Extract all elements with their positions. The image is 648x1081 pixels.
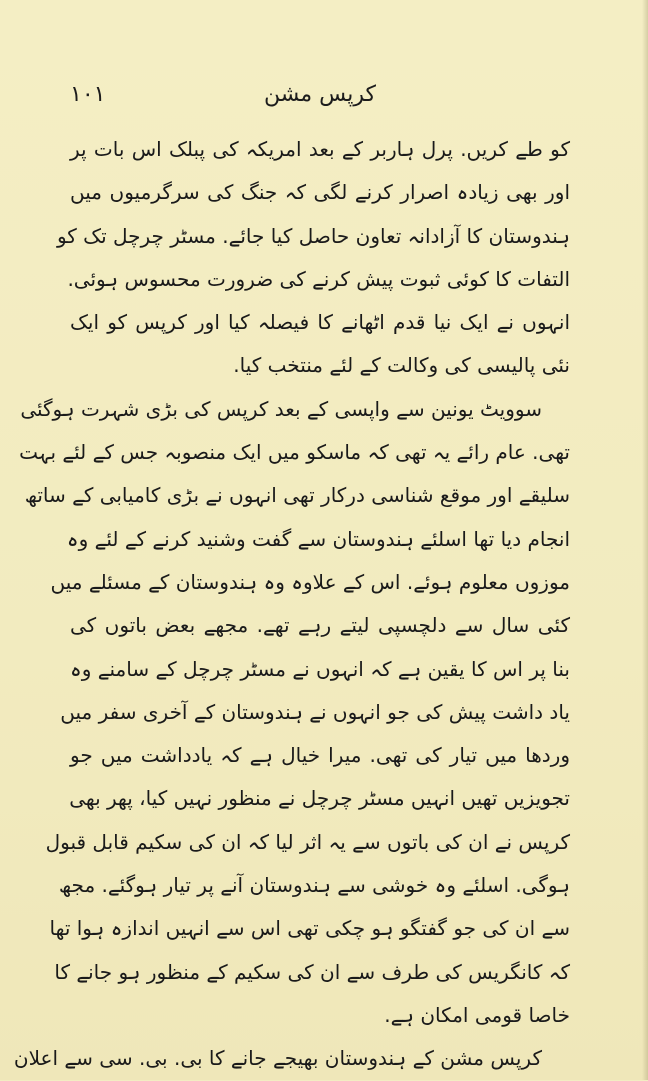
text-line: کو طے کریں. پرل ہاربر کے بعد امریکہ کی پبلک اس بات پر [70, 137, 570, 161]
text-line: اور بھی زیادہ اصرار کرنے لگی کہ جنگ کی سرگرمیوں میں [70, 180, 570, 205]
text-line: سلیقے اور موقع شناسی درکار تھی انہوں نے بڑی کامیابی کے ساتھ [24, 483, 570, 508]
text-line: تجویزیں تھیں انہیں مسٹر چرچل نے منظور نہیں کیا، پھر بھی [69, 786, 570, 811]
text-line: کہ کانگریس کی طرف سے ان کی سکیم کے منظور ہو جانے کا [54, 959, 570, 984]
paragraph-1 [56, 128, 570, 388]
text-line: تھی. عام رائے یہ تھی کہ ماسکو میں ایک منصوبہ جس کے لئے بہت [19, 440, 570, 465]
text-line: انہوں نے ایک نیا قدم اٹھانے کا فیصلہ کیا اور کرپس کو ایک [70, 310, 570, 335]
text-line: کرپس مشن کے ہندوستان بھیجے جانے کا بی. بی. سی سے اعلان [13, 1046, 542, 1071]
text-line: بنا پر اس کا یقین ہے کہ انہوں نے مسٹر چرچل کے سامنے وہ [70, 656, 570, 681]
paragraph-2 [19, 388, 570, 1037]
text-line: خاصا قومی امکان ہے. [384, 1002, 570, 1027]
text-line: یاد داشت پیش کی جو انہوں نے ہندوستان کے آخری سفر میں [60, 699, 570, 724]
page-number: ۱۰۱ [70, 82, 106, 107]
text-line: التفات کا کوئی ثبوت پیش کرنے کی ضرورت محسوس ہوئی. [67, 266, 570, 291]
running-title: کرپس مشن [264, 82, 376, 107]
text-line: سے ان کی جو گفتگو ہو چکی تھی اس سے انہیں اندازہ ہوا تھا [49, 916, 570, 941]
text-line: سوویٹ یونین سے واپسی کے بعد کرپس کی بڑی شہرت ہوگئی [20, 396, 542, 421]
paragraph-3 [13, 1037, 570, 1080]
text-line: کئی سال سے دلچسپی لیتے رہے تھے. مجھے بعض باتوں کی [70, 613, 570, 638]
text-line: ہوگی. اسلئے وہ خوشی سے ہندوستان آنے پر تیار ہوگئے. مجھ [58, 873, 570, 898]
text-line: نئی پالیسی کی وکالت کے لئے منتخب کیا. [233, 353, 570, 378]
page-header [70, 82, 570, 118]
text-line: وردھا میں تیار کی تھی. میرا خیال ہے کہ یادداشت میں جو [70, 743, 570, 768]
text-line: ہندوستان کا آزادانہ تعاون حاصل کیا جائے. مسٹر چرچل تک کو [56, 223, 570, 248]
page-body [13, 128, 570, 1081]
page-edge-shadow [642, 0, 648, 1080]
text-line: انجام دیا تھا اسلئے ہندوستان سے گفت وشنید کرنے کے لئے وہ [66, 526, 570, 551]
text-line: موزوں معلوم ہوئے. اس کے علاوہ وہ ہندوستان کے مسئلے میں [50, 569, 570, 594]
text-line: کرپس نے ان کی باتوں سے یہ اثر لیا کہ ان کی سکیم قابل قبول [45, 829, 570, 854]
